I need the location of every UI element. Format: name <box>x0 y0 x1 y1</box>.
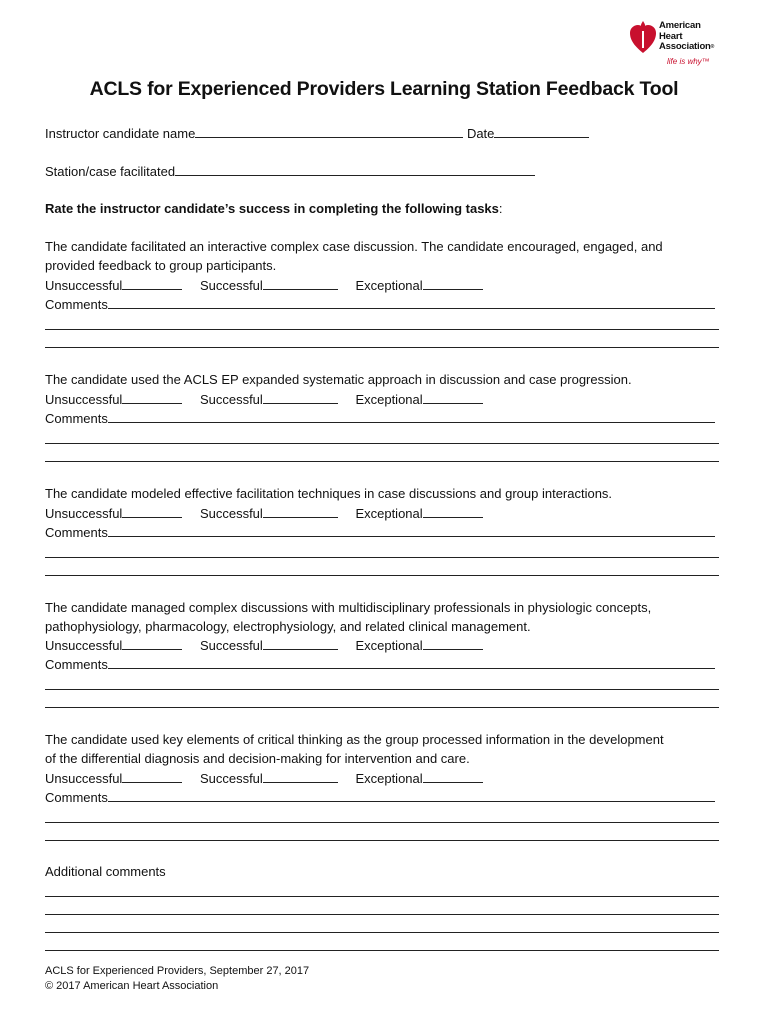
comment-line[interactable] <box>45 932 719 933</box>
unsuccessful-field[interactable] <box>122 769 182 783</box>
unsuccessful-field[interactable] <box>122 504 182 518</box>
page-title: ACLS for Experienced Providers Learning Station Feedback Tool <box>89 78 679 100</box>
task-4-line-2: pathophysiology, pharmacology, electrophysiology, and related clinical management. <box>45 619 531 634</box>
successful-field[interactable] <box>263 504 338 518</box>
station-row <box>45 162 535 181</box>
successful-field[interactable] <box>263 390 338 404</box>
comments-field[interactable] <box>108 523 715 537</box>
successful-label: Successful <box>199 278 263 293</box>
task-2-rating <box>45 390 483 409</box>
successful-field[interactable] <box>263 769 338 783</box>
comment-line[interactable] <box>45 822 719 823</box>
comments-label: Comments <box>45 525 108 540</box>
exceptional-label: Exceptional <box>355 278 423 293</box>
candidate-name-row <box>45 124 589 143</box>
instructions <box>45 200 503 218</box>
successful-label: Successful <box>199 638 263 653</box>
exceptional-field[interactable] <box>423 276 483 290</box>
comment-line[interactable] <box>45 707 719 708</box>
successful-field[interactable] <box>263 276 338 290</box>
task-3-comments <box>45 523 715 542</box>
comment-line[interactable] <box>45 950 719 951</box>
comment-line[interactable] <box>45 329 719 330</box>
comment-line[interactable] <box>45 557 719 558</box>
exceptional-field[interactable] <box>423 504 483 518</box>
footer <box>45 964 309 994</box>
comments-label: Comments <box>45 411 108 426</box>
heart-torch-icon <box>629 21 657 55</box>
successful-label: Successful <box>199 506 263 521</box>
task-3-rating <box>45 504 483 523</box>
date-label: Date <box>466 126 495 141</box>
task-1-rating <box>45 276 483 295</box>
comments-label: Comments <box>45 297 108 312</box>
date-field[interactable] <box>494 124 589 138</box>
comments-label: Comments <box>45 657 108 672</box>
task-1-comments <box>45 295 715 314</box>
comments-field[interactable] <box>108 409 715 423</box>
comment-line[interactable] <box>45 443 719 444</box>
unsuccessful-label: Unsuccessful <box>45 638 123 653</box>
comment-line[interactable] <box>45 575 719 576</box>
candidate-name-field[interactable] <box>195 124 463 138</box>
instructions-text: Rate the instructor candidate’s success in completing the following tasks <box>45 201 499 216</box>
exceptional-label: Exceptional <box>355 638 423 653</box>
exceptional-label: Exceptional <box>355 771 423 786</box>
task-5-comments <box>45 788 715 807</box>
task-2-line-1: The candidate used the ACLS EP expanded systematic approach in discussion and case progression. <box>45 372 632 387</box>
unsuccessful-label: Unsuccessful <box>45 506 123 521</box>
comment-line[interactable] <box>45 840 719 841</box>
successful-label: Successful <box>199 771 263 786</box>
unsuccessful-label: Unsuccessful <box>45 771 123 786</box>
comments-field[interactable] <box>108 655 715 669</box>
exceptional-label: Exceptional <box>355 392 423 407</box>
exceptional-field[interactable] <box>423 769 483 783</box>
comment-line[interactable] <box>45 347 719 348</box>
task-4-rating <box>45 636 483 655</box>
task-4-line-1: The candidate managed complex discussions with multidisciplinary professionals in physiologic concepts, <box>45 600 652 615</box>
task-3-line-1: The candidate modeled effective facilitation techniques in case discussions and group interactions. <box>45 486 613 501</box>
task-4-comments <box>45 655 715 674</box>
logo-tagline: life is why™ <box>667 57 710 66</box>
instructions-colon: : <box>498 201 503 216</box>
comment-line[interactable] <box>45 914 719 915</box>
comments-field[interactable] <box>108 295 715 309</box>
comment-line[interactable] <box>45 461 719 462</box>
task-5-rating <box>45 769 483 788</box>
task-1-line-2: provided feedback to group participants. <box>45 258 277 273</box>
footer-copyright: © 2017 American Heart Association <box>45 980 219 992</box>
footer-line-1: ACLS for Experienced Providers, September 27, 2017 <box>45 965 310 977</box>
successful-label: Successful <box>199 392 263 407</box>
unsuccessful-field[interactable] <box>122 276 182 290</box>
task-5-line-1: The candidate used key elements of critical thinking as the group processed information in the development <box>45 732 664 747</box>
comment-line[interactable] <box>45 689 719 690</box>
station-field[interactable] <box>175 162 535 176</box>
unsuccessful-field[interactable] <box>122 636 182 650</box>
comments-label: Comments <box>45 790 108 805</box>
exceptional-field[interactable] <box>423 636 483 650</box>
task-1-line-1: The candidate facilitated an interactive complex case discussion. The candidate encouraged, engaged, and <box>45 239 663 254</box>
comments-field[interactable] <box>108 788 715 802</box>
exceptional-field[interactable] <box>423 390 483 404</box>
comment-line[interactable] <box>45 896 719 897</box>
additional-comments-label: Additional comments <box>45 864 166 879</box>
exceptional-label: Exceptional <box>355 506 423 521</box>
task-5-line-2: of the differential diagnosis and decision-making for intervention and care. <box>45 751 470 766</box>
task-2-comments <box>45 409 715 428</box>
aha-logo <box>629 17 725 71</box>
unsuccessful-field[interactable] <box>122 390 182 404</box>
unsuccessful-label: Unsuccessful <box>45 278 123 293</box>
candidate-name-label: Instructor candidate name <box>45 126 196 141</box>
unsuccessful-label: Unsuccessful <box>45 392 123 407</box>
station-label: Station/case facilitated <box>45 164 176 179</box>
successful-field[interactable] <box>263 636 338 650</box>
logo-wordmark: American Heart Association® <box>659 20 715 52</box>
